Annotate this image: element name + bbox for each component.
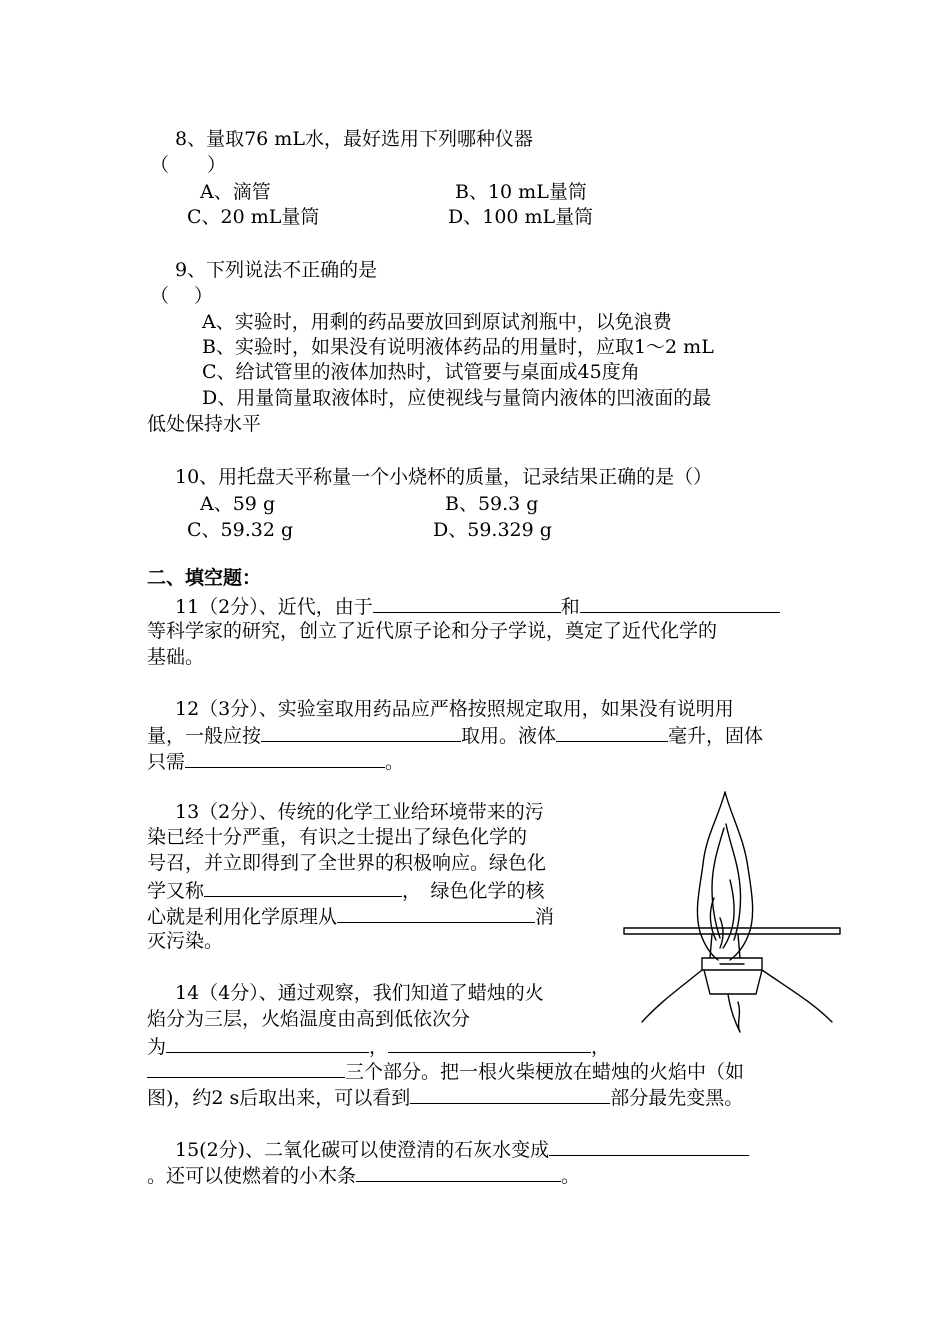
- flame-core-stroke: [720, 918, 723, 948]
- q14-text-1: 为: [147, 1036, 167, 1058]
- q14-comma-2: ，: [591, 1036, 611, 1058]
- q15-line1: [175, 1136, 749, 1163]
- q14-text-4: 三个部分。把一根火柴梗放在蜡烛的火焰中（如: [345, 1061, 745, 1083]
- q15-line2: [147, 1162, 580, 1189]
- q14-text-6: 部分最先变黑。: [610, 1087, 744, 1109]
- q10-option-a: A、59 g: [200, 493, 276, 515]
- q12-text-2: 取用。液体: [461, 725, 557, 747]
- q9-option-a: A、实验时，用剩的药品要放回到原试剂瓶中，以免浪费: [202, 311, 672, 333]
- q15-blank-1[interactable]: [549, 1136, 749, 1156]
- q13-line4: [147, 877, 545, 904]
- q13-text-4: 消: [535, 906, 555, 928]
- q15-text-1: 15(2分)、二氧化碳可以使澄清的石灰水变成: [175, 1139, 550, 1161]
- q12-text-3: 毫升，固体: [668, 725, 764, 747]
- q14-line1: 14（4分）、通过观察，我们知道了蜡烛的火: [175, 982, 544, 1004]
- q13-line5: [147, 903, 554, 930]
- q14-blank-2[interactable]: [388, 1033, 591, 1053]
- flame-outer-left-stroke: [697, 792, 725, 960]
- q12-blank-2[interactable]: [556, 722, 668, 742]
- stand-leg-right: [762, 970, 832, 1022]
- q8-answer-paren: （ ）: [150, 154, 227, 176]
- flame-inner-stroke: [723, 880, 734, 948]
- q13-text-2: ， 绿色化学的核: [402, 880, 545, 902]
- q8-option-a: A、滴管: [200, 181, 271, 203]
- q14-text-5: 图)，约2 s后取出来，可以看到: [147, 1087, 411, 1109]
- q14-blank-4[interactable]: [410, 1084, 610, 1104]
- q9-option-d-cont: 低处保持水平: [147, 413, 262, 435]
- q9-option-c: C、给试管里的液体加热时，试管要与桌面成45度角: [202, 361, 640, 383]
- q12-line1: 12（3分）、实验室取用药品应严格按照规定取用，如果没有说明用: [175, 698, 734, 720]
- q14-line4: [147, 1058, 744, 1085]
- q14-line3: [147, 1033, 610, 1060]
- q10-option-d: D、59.329 g: [433, 519, 552, 541]
- q14-comma-1: ，: [369, 1036, 389, 1058]
- q14-line5: [147, 1084, 743, 1111]
- q14-line2: 焰分为三层，火焰温度由高到低依次分: [147, 1008, 471, 1030]
- q9-answer-paren: （ ）: [150, 285, 214, 307]
- q8-option-c: C、20 mL量筒: [187, 206, 320, 228]
- flame-middle-left-stroke: [712, 828, 724, 938]
- q12-blank-3[interactable]: [185, 748, 385, 768]
- q13-line6: 灭污染。: [147, 930, 224, 952]
- q11-blank-1[interactable]: [373, 593, 561, 613]
- q9-option-b: B、实验时，如果没有说明液体药品的用量时，应取1～2 mL: [202, 336, 714, 358]
- q13-line3: 号召，并立即得到了全世界的积极响应。绿色化: [147, 852, 547, 874]
- q8-option-b: B、10 mL量筒: [455, 181, 587, 203]
- q11-text-and: 和: [560, 596, 580, 618]
- q10-stem: 10、用托盘天平称量一个小烧杯的质量，记录结果正确的是（）: [175, 466, 713, 488]
- stand-leg-left: [642, 970, 702, 1022]
- q8-stem: 8、量取76 mL水，最好选用下列哪种仪器: [175, 128, 533, 150]
- q15-text-3: 。: [561, 1165, 581, 1187]
- q15-text-2: 。还可以使燃着的小木条: [147, 1165, 357, 1187]
- q11-text: 11（2分）、近代，由于: [175, 596, 373, 618]
- q9-option-d: D、用量筒量取液体时，应使视线与量筒内液体的凹液面的最: [202, 387, 712, 409]
- q14-blank-3[interactable]: [147, 1058, 345, 1078]
- q11-line2: 等科学家的研究，创立了近代原子论和分子学说，奠定了近代化学的: [147, 620, 718, 642]
- q11-line3: 基础。: [147, 646, 205, 668]
- q10-option-b: B、59.3 g: [445, 493, 539, 515]
- q12-text-5: 。: [385, 751, 405, 773]
- q14-blank-1[interactable]: [166, 1033, 369, 1053]
- q13-line1: 13（2分）、传统的化学工业给环境带来的污: [175, 801, 544, 823]
- q15-blank-2[interactable]: [356, 1162, 561, 1182]
- q10-option-c: C、59.32 g: [187, 519, 294, 541]
- q13-text-3: 心就是利用化学原理从: [147, 906, 338, 928]
- q12-blank-1[interactable]: [261, 722, 461, 742]
- q13-blank-2[interactable]: [337, 903, 535, 923]
- q9-stem: 9、下列说法不正确的是: [175, 259, 378, 281]
- q13-line2: 染已经十分严重，有识之士提出了绿色化学的: [147, 826, 528, 848]
- candle-holder-cup: [704, 970, 762, 994]
- q12-line3: [147, 748, 404, 775]
- q12-text-4: 只需: [147, 751, 186, 773]
- q8-option-d: D、100 mL量筒: [448, 206, 594, 228]
- q12-text-1: 量，一般应按: [147, 725, 262, 747]
- q11-blank-2[interactable]: [580, 593, 780, 613]
- q12-line2: [147, 722, 763, 749]
- section-title: 二、填空题：: [147, 567, 262, 589]
- q11-line1: [175, 593, 780, 620]
- wick-bottom-stroke: [728, 994, 740, 1032]
- q13-text-1: 学又称: [147, 880, 205, 902]
- q13-blank-1[interactable]: [204, 877, 402, 897]
- candle-flame-figure: [620, 788, 845, 1038]
